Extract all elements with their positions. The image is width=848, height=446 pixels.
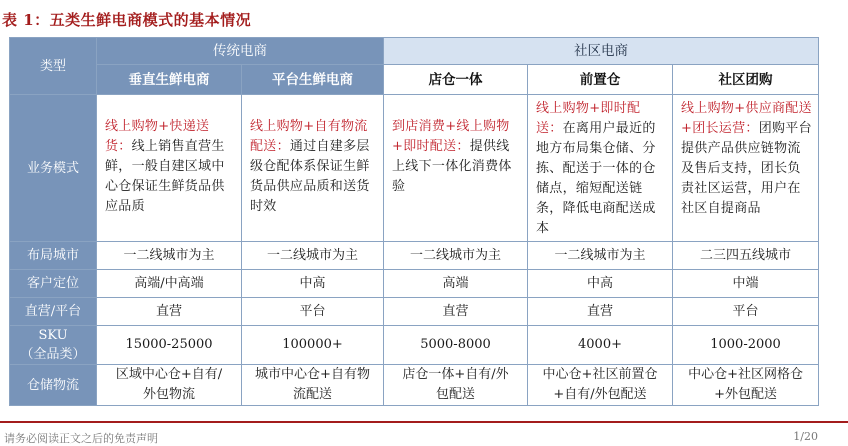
table-cell: 中心仓+社区网格仓+外包配送 xyxy=(673,365,819,406)
model-cell: 线上购物+供应商配送+团长运营：团购平台提供产品供应链物流及售后支持，团长负责社区运营，用户在社区自提商品 xyxy=(673,95,819,242)
table-cell: 城市中心仓+自有物流配送 xyxy=(242,365,384,406)
table-cell: 区域中心仓+自有/外包物流 xyxy=(97,365,242,406)
table-title: 表 1：五类生鲜电商模式的基本情况 xyxy=(2,11,252,29)
table-cell: 直营 xyxy=(528,298,673,326)
table-cell: 高端 xyxy=(384,270,528,298)
table-cell: 一二线城市为主 xyxy=(528,242,673,270)
table-cell: 高端/中高端 xyxy=(97,270,242,298)
table-cell: 一二线城市为主 xyxy=(242,242,384,270)
model-cell: 线上购物+快递送货：线上销售直营生鲜，一般自建区域中心仓保证生鲜货品供应品质 xyxy=(97,95,242,242)
col-header-group-buying: 社区团购 xyxy=(673,65,819,95)
comparison-table xyxy=(9,37,819,406)
col-header-vertical: 垂直生鲜电商 xyxy=(97,65,242,95)
footer-divider xyxy=(0,421,848,423)
table-cell: 1000-2000 xyxy=(673,326,819,365)
table-cell: 4000+ xyxy=(528,326,673,365)
row-label-customer: 客户定位 xyxy=(10,270,97,298)
col-header-store-warehouse: 店仓一体 xyxy=(384,65,528,95)
table-cell: 一二线城市为主 xyxy=(97,242,242,270)
row-label-sku: SKU （全品类） xyxy=(10,326,97,365)
table-cell: 一二线城市为主 xyxy=(384,242,528,270)
table-cell: 中端 xyxy=(673,270,819,298)
table-cell: 100000+ xyxy=(242,326,384,365)
header-community: 社区电商 xyxy=(384,38,819,65)
model-cell: 线上购物+自有物流配送：通过自建多层级仓配体系保证生鲜货品供应品质和送货时效 xyxy=(242,95,384,242)
header-category: 类型 xyxy=(10,38,97,95)
table-cell: 中高 xyxy=(242,270,384,298)
table-cell: 平台 xyxy=(673,298,819,326)
table-cell: 二三四五线城市 xyxy=(673,242,819,270)
table-cell: 15000-25000 xyxy=(97,326,242,365)
row-label-model: 业务模式 xyxy=(10,95,97,242)
model-cell: 线上购物+即时配送：在离用户最近的地方布局集仓储、分拣、配送于一体的仓储点，缩短配送链条，降低电商配送成本 xyxy=(528,95,673,242)
page-number: 1/20 xyxy=(793,430,818,443)
footer-disclaimer: 请务必阅读正文之后的免责声明 xyxy=(4,432,158,445)
table-cell: 平台 xyxy=(242,298,384,326)
header-traditional: 传统电商 xyxy=(97,38,384,65)
row-label-city: 布局城市 xyxy=(10,242,97,270)
model-cell: 到店消费+线上购物+即时配送：提供线上线下一体化消费体验 xyxy=(384,95,528,242)
table-cell: 中心仓+社区前置仓+自有/外包配送 xyxy=(528,365,673,406)
table-cell: 中高 xyxy=(528,270,673,298)
col-header-front-warehouse: 前置仓 xyxy=(528,65,673,95)
table-cell: 店仓一体+自有/外包配送 xyxy=(384,365,528,406)
table-cell: 直营 xyxy=(384,298,528,326)
row-label-direct: 直营/平台 xyxy=(10,298,97,326)
table-cell: 直营 xyxy=(97,298,242,326)
col-header-platform: 平台生鲜电商 xyxy=(242,65,384,95)
table-cell: 5000-8000 xyxy=(384,326,528,365)
row-label-logistics: 仓储物流 xyxy=(10,365,97,406)
